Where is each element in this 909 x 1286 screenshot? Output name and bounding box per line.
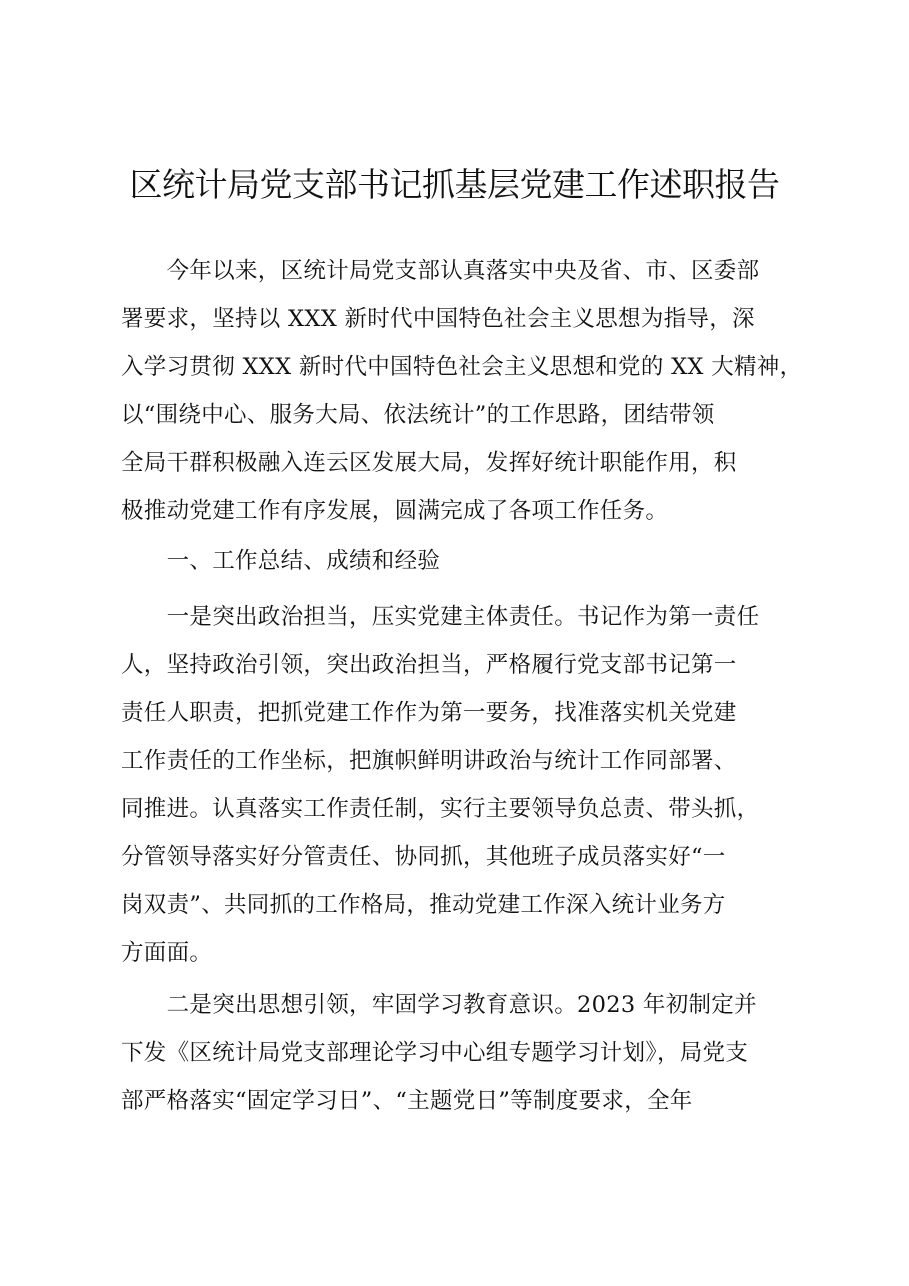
document-title: 区统计局党支部书记抓基层党建工作述职报告 <box>129 165 780 204</box>
text-line: 极推动党建工作有序发展，圆满完成了各项工作任务。 <box>121 498 669 524</box>
text-line: 责任人职责，把抓党建工作作为第一要务，找准落实机关党建 <box>121 700 737 726</box>
text-line: 同推进。认真落实工作责任制，实行主要领导负总责、带头抓， <box>121 796 760 822</box>
text-line: 全局干群积极融入连云区发展大局，发挥好统计职能作用，积 <box>121 450 737 476</box>
text-line: 今年以来，区统计局党支部认真落实中央及省、市、区委部 <box>121 258 760 284</box>
text-line: 分管领导落实好分管责任、协同抓，其他班子成员落实好“一 <box>121 844 726 870</box>
text-line: 岗双责”、共同抓的工作格局，推动党建工作深入统计业务方 <box>121 892 726 918</box>
text-line: 二是突出思想引领，牢固学习教育意识。2023 年初制定并 <box>121 992 757 1018</box>
paragraph-intro <box>121 247 821 535</box>
text-line: 工作责任的工作坐标，把旗帜鲜明讲政治与统计工作同部署、 <box>121 748 737 774</box>
paragraph-political-responsibility <box>121 593 821 977</box>
text-line: 部严格落实“固定学习日”、“主题党日”等制度要求，全年 <box>121 1088 693 1114</box>
heading-line: 一、工作总结、成绩和经验 <box>121 548 441 574</box>
text-line: 人，坚持政治引领，突出政治担当，严格履行党支部书记第一 <box>121 652 737 678</box>
section-heading <box>121 537 821 585</box>
text-line: 一是突出政治担当，压实党建主体责任。书记作为第一责任 <box>121 604 760 630</box>
text-line: 入学习贯彻 XXX 新时代中国特色社会主义思想和党的 XX 大精神， <box>121 354 803 380</box>
text-line: 下发《区统计局党支部理论学习中心组专题学习计划》，局党支 <box>121 1040 749 1066</box>
text-line: 署要求，坚持以 XXX 新时代中国特色社会主义思想为指导，深 <box>121 306 755 332</box>
paragraph-ideological-guidance <box>121 981 821 1125</box>
text-line: 以“围绕中心、服务大局、依法统计”的工作思路，团结带领 <box>121 402 715 428</box>
text-line: 方面面。 <box>121 940 213 966</box>
